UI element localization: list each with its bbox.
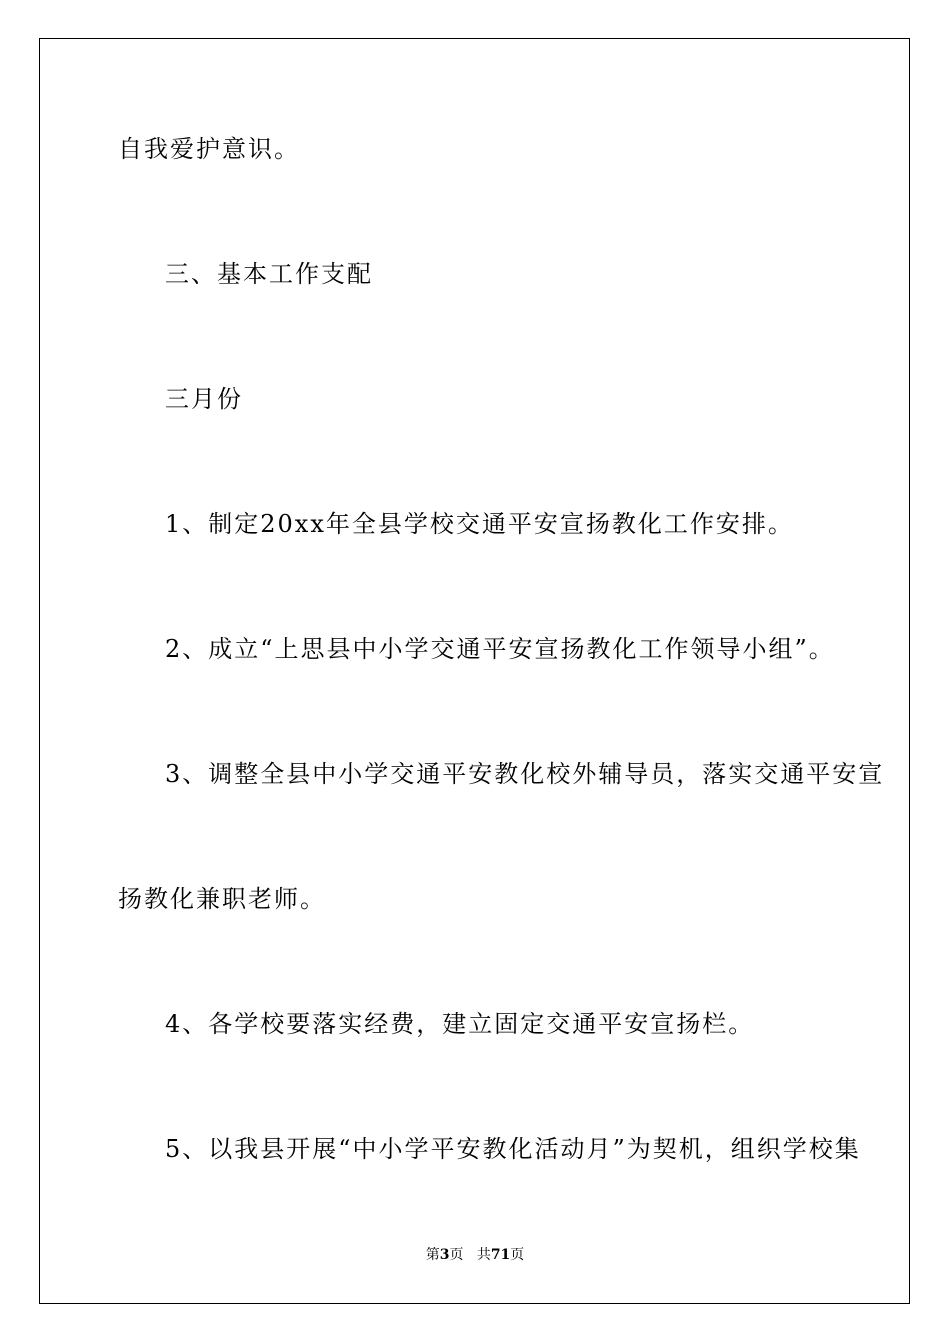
footer-page-number: 3 (439, 1247, 450, 1263)
list-item-2: 2、成立“上思县中小学交通平安宣扬教化工作领导小组”。 (165, 635, 835, 663)
page-footer (0, 1246, 950, 1264)
list-item-5: 5、以我县开展“中小学平安教化活动月”为契机，组织学校集 (165, 1135, 861, 1163)
list-item-4: 4、各学校要落实经费，建立固定交通平安宣扬栏。 (165, 1010, 755, 1038)
month-heading: 三月份 (165, 385, 243, 413)
page-border (39, 38, 910, 1304)
footer-page-prefix: 第 (425, 1247, 440, 1263)
list-item-1: 1、制定20xx年全县学校交通平安宣扬教化工作安排。 (165, 510, 794, 538)
footer-total-prefix: 共 (476, 1247, 491, 1263)
list-item-3: 3、调整全县中小学交通平安教化校外辅导员，落实交通平安宣 (165, 760, 885, 788)
list-item-3-continuation: 扬教化兼职老师。 (118, 885, 326, 913)
footer-total-pages: 71 (490, 1247, 511, 1263)
footer-page-suffix: 页 (449, 1247, 464, 1263)
footer-total-suffix: 页 (510, 1247, 525, 1263)
paragraph-continuation: 自我爱护意识。 (118, 135, 300, 163)
section-heading: 三、基本工作支配 (165, 260, 373, 288)
